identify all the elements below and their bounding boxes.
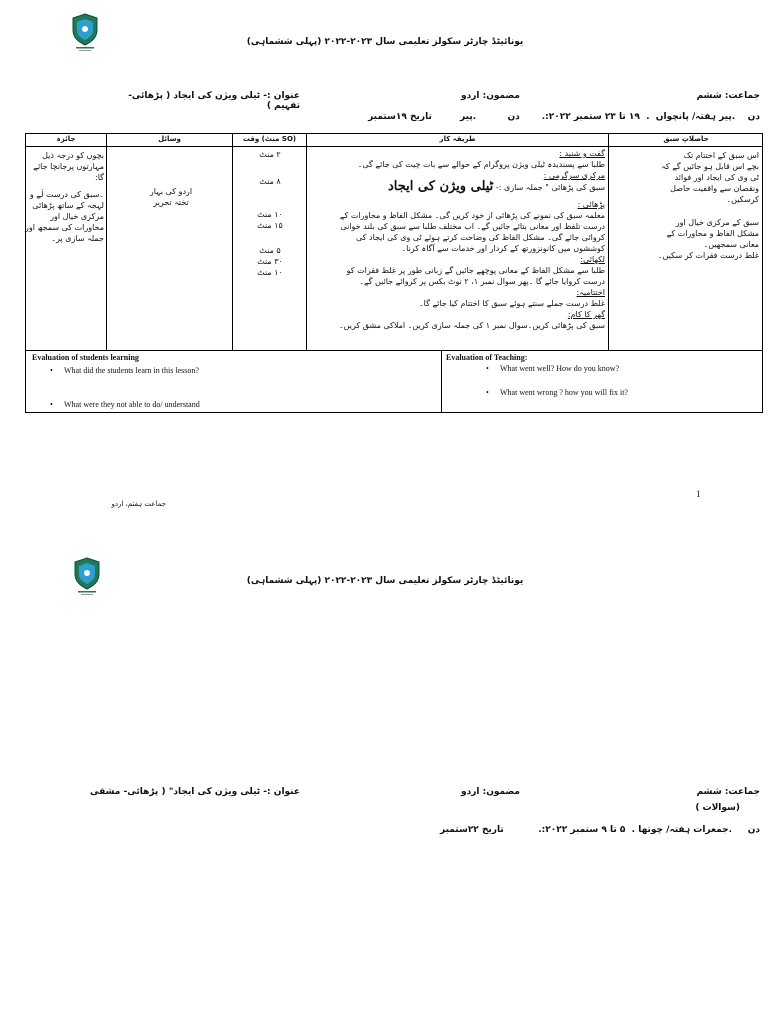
- methodology-text: طلبا سے مشکل الفاظ کے معانی پوچھے جائیں گے زبانی طور پر غلط فقرات کو: [346, 266, 605, 275]
- time-entry: ۳۰ منٹ: [257, 257, 283, 266]
- assessment-line: مرکزی خیال اور: [50, 212, 104, 221]
- school-logo: [70, 12, 100, 52]
- outcome-line: غلط درست فقرات کر سکیں۔: [657, 251, 759, 260]
- section-heading: گفت و شنید :: [559, 149, 605, 158]
- assessment-line: بچوں کو درجہ ذیل: [42, 151, 104, 160]
- section-heading: گھر کا کام:: [567, 310, 605, 319]
- outcome-line: کرسکیں۔: [726, 195, 759, 204]
- page-number: 1: [696, 489, 701, 499]
- teaching-eval-title: Evaluation of Teaching:: [446, 353, 528, 362]
- methodology-text: غلط درست جملے سنتے ہوئے سبق کا اختتام کیا جائے گا۔: [418, 299, 605, 308]
- methodology-text: طلبا سے پسندیدہ ٹیلی ویژن پروگرام کے حوالے سے بات چیت کی جائے گی۔: [357, 160, 605, 169]
- class-label: جماعت: ششم: [696, 787, 760, 797]
- outcome-line: ٹی وی کی ایجاد اور فوائد: [674, 173, 759, 182]
- header-resources: وسائل: [158, 135, 181, 143]
- teaching-eval-item: • What went well? How do you know?: [500, 364, 619, 373]
- time-entry: ۱۰ منٹ: [257, 268, 283, 277]
- header-methodology: طریقہ کار: [439, 135, 476, 143]
- methodology-text: درست تلفظ اور معانی بتائے جائیں گے۔ اب مختلف طلبا سے سبق کی بلند خوانی: [340, 222, 605, 231]
- learning-eval-item: • What did the students learn in this lesson?: [64, 366, 199, 375]
- learning-eval-item: • What were they not able to do/ understand: [64, 400, 200, 409]
- teaching-eval-item: • What went wrong ? how you will fix it?: [500, 388, 628, 397]
- assessment-line: جملہ سازی پر۔: [51, 234, 104, 243]
- subject-label: مضمون: اردو: [460, 787, 520, 797]
- time-entry: ۲ منٹ: [259, 150, 281, 159]
- methodology-text: سبق کی پڑھائی کریں۔سوال نمبر ۱ کی جملہ سازی کریں۔ املاکی مشق کریں۔: [338, 321, 605, 330]
- header-time: وقت (منٹ SO): [242, 135, 297, 143]
- time-entry: ۵ منٹ: [259, 246, 281, 255]
- lesson-title: ٹیلی ویژن کی ایجاد: [388, 179, 494, 194]
- methodology-cell: [310, 148, 605, 331]
- school-logo: [72, 556, 102, 596]
- subject-label: مضمون: اردو: [460, 91, 520, 101]
- topic-label: عنوان :- ٹیلی ویژن کی ایجاد" ( پڑھائی- مشقی: [90, 787, 300, 797]
- topic-label: عنوان :- ٹیلی ویژن کی ایجاد ( پڑھائی- تفہیم ): [128, 91, 300, 111]
- section-heading: لکھائی:: [580, 255, 605, 264]
- outcome-line: معانی سمجھیں۔: [703, 240, 759, 249]
- methodology-text: سبق کی پڑھائی " جملہ سازی :-: [495, 183, 605, 192]
- page-header: یونائیٹڈ چارٹر سکولز تعلیمی سال ۲۰۲۳-۲۰۲۲ (پہلی ششماہی): [246, 576, 524, 586]
- resources-cell: [116, 186, 226, 208]
- page-footer: جماعت ہفتم، اردو: [111, 500, 166, 508]
- section-heading: اختتامیہ:: [576, 288, 605, 297]
- assessment-cell: [25, 150, 104, 244]
- resource-item: اردو کی بہار: [149, 187, 193, 196]
- lesson-title-row: [310, 181, 605, 199]
- header-assessment: جائزہ: [56, 135, 76, 143]
- time-cell: [240, 149, 300, 278]
- assessment-line: مہارتوں پرجانچا جائے: [33, 162, 104, 171]
- methodology-text: درست کروایا جائے گا ۔پھر سوال نمبر ۱، ۲ نوٹ بکس پر کروائے جائیں گے۔: [359, 277, 605, 286]
- time-entry: ۱۰ منٹ: [257, 210, 283, 219]
- learning-eval-title: Evaluation of students learning: [32, 353, 139, 362]
- header-outcomes: حاصلاتِ سبق: [663, 135, 709, 143]
- assessment-line: محاورات کی سمجھ اور: [25, 223, 104, 232]
- section-heading: پڑھائی :: [577, 200, 605, 209]
- outcomes-cell: [611, 150, 759, 261]
- section-heading: مرکزی سرگرمی :: [543, 171, 605, 180]
- class-label: جماعت: ششم: [696, 91, 760, 101]
- class-sub-label: (سوالات ): [695, 803, 740, 813]
- assessment-line: ۔سبق کی درست لَے و: [29, 190, 104, 199]
- assessment-line: گا:: [95, 173, 104, 182]
- outcome-line: اس سبق کے اختتام تک: [683, 151, 759, 160]
- outcome-line: مشکل الفاظ و محاورات کے: [666, 229, 759, 238]
- time-entry: ۸ منٹ: [259, 177, 281, 186]
- page-header: یونائیٹڈ چارٹر سکولز تعلیمی سال ۲۰۲۳-۲۰۲۲ (پہلی ششماہی): [246, 37, 524, 47]
- resource-item: تختہ تحریر: [153, 198, 189, 207]
- time-entry: ۱۵ منٹ: [257, 221, 283, 230]
- evaluation-table: [25, 351, 763, 413]
- outcome-line: بچے اس قابل ہو جائیں گے کہ: [661, 162, 759, 171]
- date-line: دن .پیر ہفتہ/ پانچواں . ۱۹ تا ۲۳ ستمبر ۲۰۲۲:. دن .پیر تاریخ ۱۹ستمبر: [368, 112, 760, 122]
- assessment-line: لہجہ کے ساتھ پڑھائی: [32, 201, 104, 210]
- methodology-text: معلمہ سبق کی نمونے کی پڑھائی از خود کریں گی۔ مشکل الفاظ و محاورات کے: [339, 211, 605, 220]
- methodology-text: کوششوں میں کانونزورتھ کے کردار اور خدمات سے آگاہ کرنا۔: [401, 244, 605, 253]
- lesson-plan-table: [25, 133, 763, 351]
- outcome-line: سبق کے مرکزی خیال اور: [675, 218, 759, 227]
- outcome-line: ونقصان سے واقفیت حاصل: [670, 184, 759, 193]
- date-line: دن .جمعرات ہفتہ/ چوتھا . ۵ تا ۹ ستمبر ۲۰۲۲:. تاریخ ۲۲ستمبر: [439, 825, 760, 835]
- methodology-text: کروائی جائے گی۔ مشکل الفاظ کی وضاحت کرتے ہوئے ٹی وی کی ایجاد کی: [356, 233, 605, 242]
